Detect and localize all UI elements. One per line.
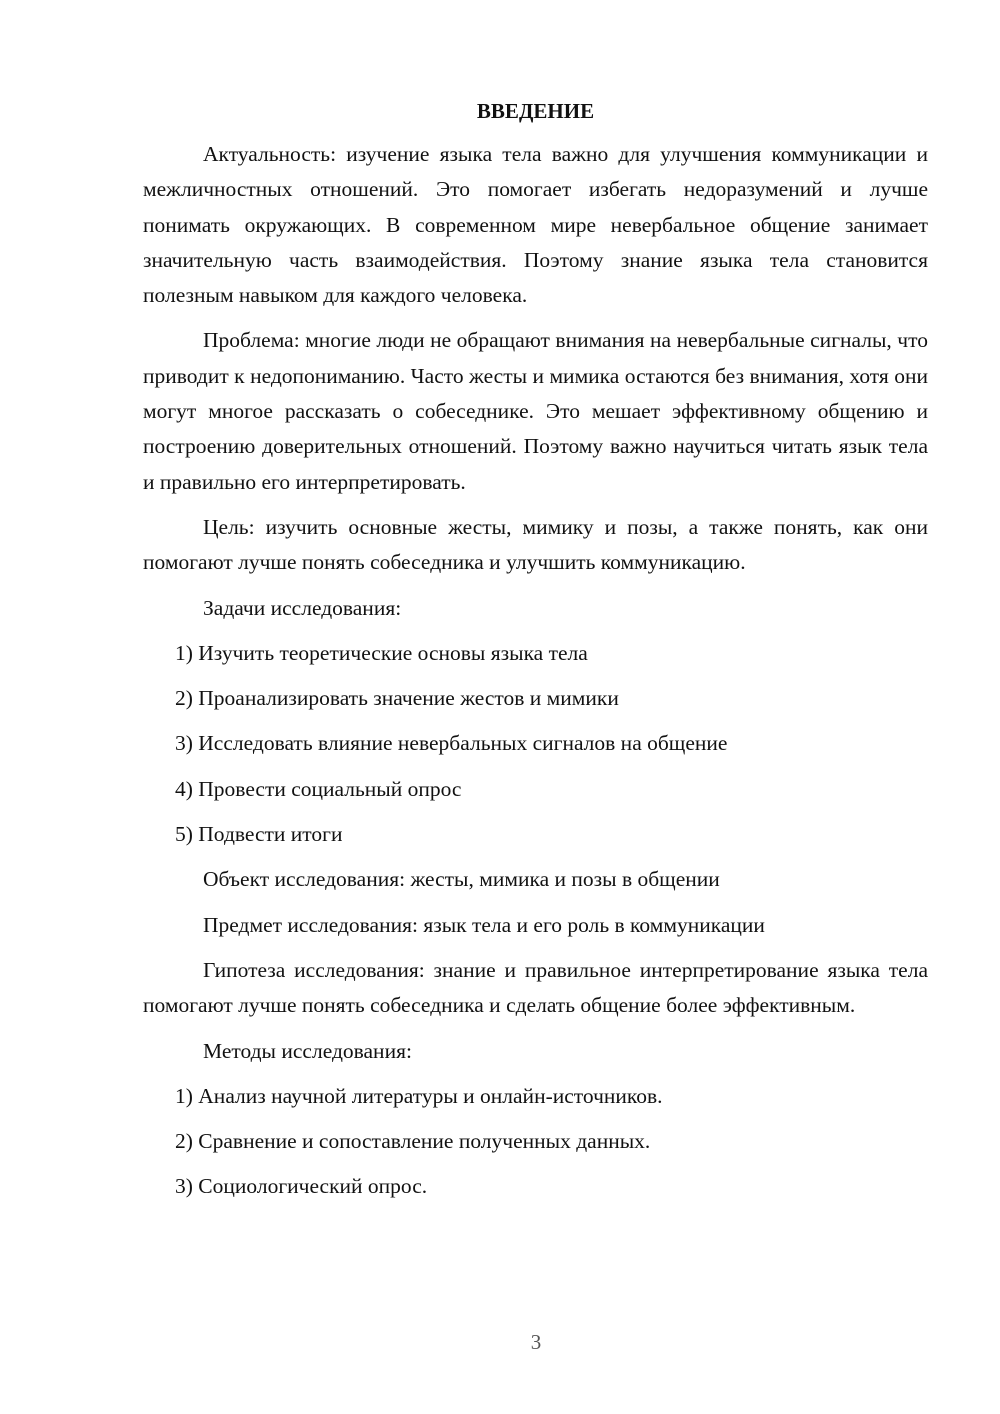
hypothesis-paragraph: Гипотеза исследования: знание и правильное интерпретирование языка тела помогают лучше понять собеседника и сделать общение более эффективным. — [143, 957, 928, 1018]
methods-list — [143, 1079, 928, 1205]
problem-paragraph: Проблема: многие люди не обращают внимания на невербальные сигналы, что приводит к недопониманию. Часто жесты и мимика остаются без внимания, хотя они могут многое рассказать о собеседнике. Это мешает эффективному общению и построению доверительных отношений. Поэтому важно научиться читать язык тела и правильно его интерпретировать. — [143, 328, 928, 494]
page-number: 3 — [530, 1330, 542, 1354]
relevance-paragraph: Актуальность: изучение языка тела важно для улучшения коммуникации и межличностных отношений. Это помогает избегать недоразумений и лучше понимать окружающих. В современном мире невербальное общение занимает значительную часть взаимодействия. Поэтому знание языка тела становится полезным навыком для каждого человека. — [143, 142, 928, 308]
method-item: 1) Анализ научной литературы и онлайн-источников. — [175, 1083, 663, 1108]
document-body — [143, 96, 928, 1215]
tasks-heading: Задачи исследования: — [203, 595, 402, 620]
tasks-list — [143, 636, 928, 852]
goal-paragraph: Цель: изучить основные жесты, мимику и позы, а также понять, как они помогают лучше понять собеседника и улучшить коммуникацию. — [143, 514, 928, 575]
task-item: 4) Провести социальный опрос — [175, 776, 462, 801]
methods-heading: Методы исследования: — [203, 1038, 412, 1063]
task-item: 3) Исследовать влияние невербальных сигналов на общение — [175, 731, 728, 756]
task-item: 1) Изучить теоретические основы языка тела — [175, 640, 588, 665]
method-item: 2) Сравнение и сопоставление полученных данных. — [175, 1129, 651, 1154]
method-item: 3) Социологический опрос. — [175, 1174, 428, 1199]
task-item: 2) Проанализировать значение жестов и мимики — [175, 686, 619, 711]
research-object: Объект исследования: жесты, мимика и позы в общении — [203, 867, 720, 892]
task-item: 5) Подвести итоги — [175, 822, 343, 847]
section-title: ВВЕДЕНИЕ — [476, 99, 595, 123]
research-subject: Предмет исследования: язык тела и его роль в коммуникации — [203, 912, 765, 937]
